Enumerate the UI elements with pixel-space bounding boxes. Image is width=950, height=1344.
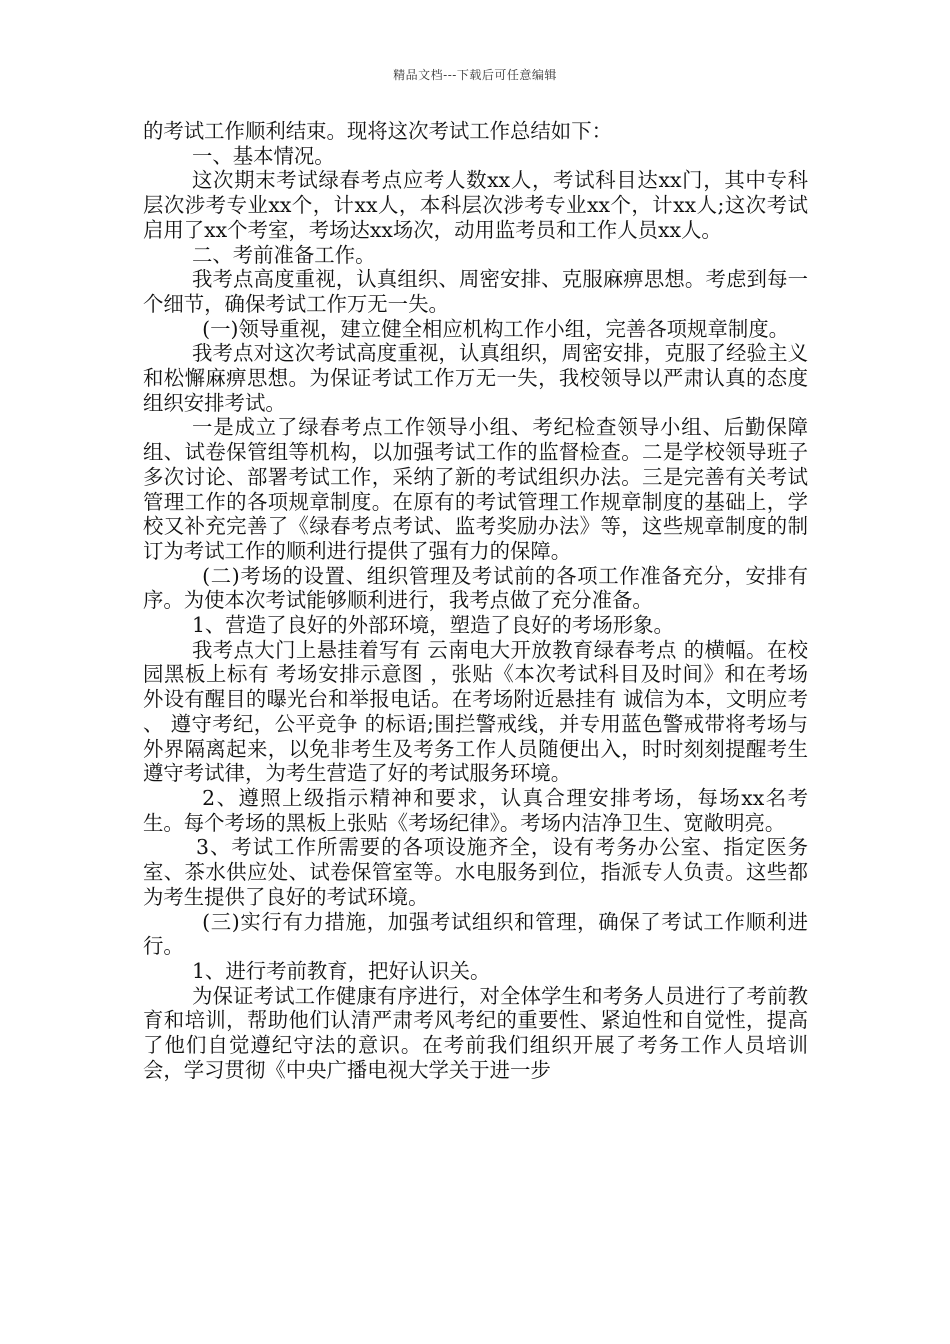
heading-leadership: (一)领导重视，建立健全相应机构工作小组，完善各项规章制度。 — [202, 316, 790, 341]
paragraph-intro: 的考试工作顺利结束。现将这次考试工作总结如下： — [143, 119, 612, 143]
page-header: 精品文档---下载后可任意编辑 — [393, 68, 557, 82]
paragraph-education: 为保证考试工作健康有序进行，对全体学生和考务人员进行了考前教育和培训，帮助他们认清严肃考风考纪的重要性、紧迫性和自觉性，提高了他们自觉遵纪守法的意识。在考前我们组织开展了考务工作人员培训会，学习贯彻《中央广播电视大学关于进一步 — [143, 983, 808, 1082]
document-body — [143, 119, 808, 1082]
item-education: 1、进行考前教育，把好认识关。 — [191, 958, 491, 983]
paragraph-measures: 一是成立了绿春考点工作领导小组、考纪检查领导小组、后勤保障组、试卷保管组等机构，以加强考试工作的监督检查。二是学校领导班子多次讨论、部署考试工作，采纳了新的考试组织办法。三是完善有关考试管理工作的各项规章制度。在原有的考试管理工作规章制度的基础上，学校又补充完善了《绿春考点考试、监考奖励办法》等，这些规章制度的制订为考试工作的顺利进行提供了强有力的保障。 — [143, 415, 808, 563]
heading-exam-rooms: (二)考场的设置、组织管理及考试前的各项工作准备充分，安排有序。为使本次考试能够顺利进行，我考点做了充分准备。 — [143, 563, 808, 613]
paragraph-preparation: 我考点高度重视，认真组织、周密安排、克服麻痹思想。考虑到每一个细节，确保考试工作万无一失。 — [143, 267, 808, 316]
item-arrangement: 2、遵照上级指示精神和要求，认真合理安排考场，每场xx名考生。每个考场的黑板上张贴《考场纪律》。考场内洁净卫生、宽敞明亮。 — [143, 785, 808, 835]
heading-preparation: 二、考前准备工作。 — [191, 242, 376, 267]
paragraph-environment: 我考点大门上悬挂着写有 云南电大开放教育绿春考点 的横幅。在校园黑板上标有 考场安排示意图 ，张贴《本次考试科目及时间》和在考场外设有醒目的曝光台和举报电话。在考场附近悬挂有 诚信为本，文明应考 、 遵守考纪，公平竞争 的标语;围拦警戒线，并专用蓝色警戒带将考场与外界隔离起来，以免非考生及考务工作人员随便出入，时时刻刻提醒考生遵守考试律，为考生营造了好的考试服务环境。 — [143, 637, 808, 786]
paragraph-leadership: 我考点对这次考试高度重视，认真组织，周密安排，克服了经验主义和松懈麻痹思想。为保证考试工作万无一失，我校领导以严肃认真的态度组织安排考试。 — [143, 341, 808, 415]
heading-management: (三)实行有力措施，加强考试组织和管理，确保了考试工作顺利进行。 — [143, 909, 808, 959]
heading-basic-info: 一、基本情况。 — [191, 143, 335, 168]
paragraph-basic-info: 这次期末考试绿春考点应考人数xx人，考试科目达xx门，其中专科层次涉考专业xx个，计xx人，本科层次涉考专业xx个，计xx人;这次考试启用了xx个考室，考场达xx场次，动用监考员和工作人员xx人。 — [143, 168, 808, 242]
item-environment: 1、营造了良好的外部环境，塑造了良好的考场形象。 — [191, 613, 674, 638]
item-facilities: 3、考试工作所需要的各项设施齐全，设有考务办公室、指定医务室、茶水供应处、试卷保管室等。水电服务到位，指派专人负责。这些都为考生提供了良好的考试环境。 — [143, 835, 808, 909]
